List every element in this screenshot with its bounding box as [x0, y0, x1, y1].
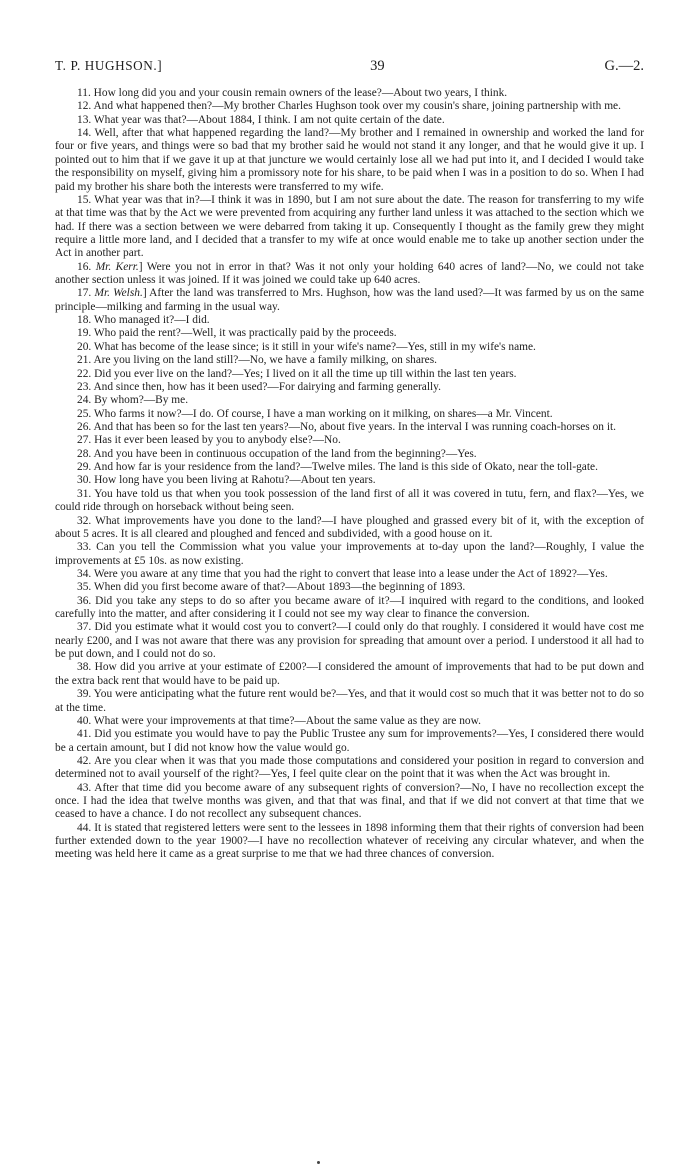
question-answer	[55, 541, 644, 568]
evidence-text	[55, 87, 644, 862]
question-answer	[55, 261, 644, 288]
document-reference: G.—2.	[604, 58, 644, 74]
qa-text: 43. After that time did you become aware of any subsequent rights of conversion?—No, I have no recollection except the once. I had the idea that twelve months was given, and that that was final, and that if we did not convert at that time that we ceased to have a chance. I do not recollect any subsequent chances.	[55, 781, 644, 821]
qa-text: 14. Well, after that what happened regarding the land?—My brother and I remained in ownership and worked the land for four or five years, and things were so bad that my brother said he would not stand it any longer, and that he would give it up. I pointed out to him that if we gave it up at that juncture we would certainly lose all we had put into it, and I decided I would take the responsibility on myself, giving him a promissory note for his share, to be paid when I was in a position to do so. When I had paid my brother his share both the interests were transferred to my wife.	[55, 127, 644, 193]
qa-text: 18. Who managed it?—I did.	[77, 314, 210, 327]
qa-text: 20. What has become of the lease since; is it still in your wife's name?—Yes, still in my wife's name.	[77, 340, 536, 353]
question-answer	[55, 100, 644, 113]
speaker-name: Mr. Welsh.	[94, 287, 143, 300]
qa-text: 28. And you have been in continuous occupation of the land from the beginning?—Yes.	[77, 447, 477, 460]
qa-text: 37. Did you estimate what it would cost you to convert?—I could only do that roughly. I considered it would have cost me nearly £200, and I was not aware that there was any provision for spreading that amount over a period. I understood it all had to be put down, and I could not do so.	[55, 621, 644, 661]
qa-text: 11. How long did you and your cousin remain owners of the lease?—About two years, I think.	[77, 87, 508, 99]
qa-text: 31. You have told us that when you took possession of the land first of all it was covered in tutu, fern, and flax?—Yes, we could ride through on horseback without being seen.	[55, 487, 644, 514]
question-answer	[55, 568, 644, 581]
question-answer	[55, 394, 644, 407]
qa-text: 29. And how far is your residence from the land?—Twelve miles. The land is this side of Okato, near the toll-gate.	[77, 461, 598, 474]
qa-text: 23. And since then, how has it been used?—For dairying and farming generally.	[77, 380, 441, 393]
question-answer	[55, 688, 644, 715]
qa-text: 21. Are you living on the land still?—No, we have a family milking, on shares.	[77, 354, 438, 367]
question-answer	[55, 515, 644, 542]
witness-name: T. P. HUGHSON.]	[55, 58, 163, 73]
question-answer	[55, 381, 644, 394]
question-answer	[55, 287, 644, 314]
question-answer	[55, 341, 644, 354]
question-answer	[55, 822, 644, 862]
qa-text: 30. How long have you been living at Rahotu?—About ten years.	[77, 474, 376, 487]
qa-text: 35. When did you first become aware of that?—About 1893—the beginning of 1893.	[77, 581, 466, 594]
qa-text: 19. Who paid the rent?—Well, it was practically paid by the proceeds.	[77, 327, 397, 340]
qa-text: ] Were you not in error in that? Was it not only your holding 640 acres of land?—No, we could not take another section unless it was joined. If it was joined we could take up 640 acres.	[55, 260, 644, 287]
question-answer	[55, 474, 644, 487]
speaker-name: Mr. Kerr.	[95, 260, 139, 273]
question-answer	[55, 127, 644, 194]
qa-text: 42. Are you clear when it was that you made those computations and considered your position in regard to conversion and determined not to avail yourself of the right?—Yes, I feel quite clear on the point that it was when the Act was brought in.	[55, 754, 644, 781]
question-answer	[55, 314, 644, 327]
qa-text: ] After the land was transferred to Mrs. Hughson, how was the land used?—It was farmed by us on the same principle—milking and farming in the usual way.	[55, 287, 645, 313]
qa-text: 27. Has it ever been leased by you to anybody else?—No.	[77, 434, 341, 447]
printer-mark	[317, 1161, 320, 1164]
question-answer	[55, 114, 644, 127]
question-answer	[55, 354, 644, 367]
qa-text: 26. And that has been so for the last ten years?—No, about five years. In the interval I was running coach-horses on it.	[77, 420, 617, 433]
qa-text: 33. Can you tell the Commission what you value your improvements at to-day upon the land?—Roughly, I value the improvements at £5 10s. as now existing.	[55, 541, 644, 567]
qa-text: 40. What were your improvements at that time?—About the same value as they are now.	[77, 714, 481, 727]
qa-text: 38. How did you arrive at your estimate of £200?—I considered the amount of improvements that had to be put down and the extra back rent that would have to be paid up.	[55, 661, 644, 687]
question-answer	[55, 621, 644, 661]
qa-text: 17.	[77, 287, 95, 300]
qa-text: 39. You were anticipating what the future rent would be?—Yes, and that it would cost so much that it was better not to do so at the time.	[55, 688, 644, 714]
question-answer	[55, 488, 644, 515]
qa-text: 12. And what happened then?—My brother Charles Hughson took over my cousin's share, joining partnership with me.	[77, 100, 621, 113]
qa-text: 15. What year was that in?—I think it was in 1890, but I am not sure about the date. The reason for transferring to my wife at that time was that by the Act we were prevented from acquiring any further land unless it was attached to the section which we had. If there was a section between we were debarred from taking it up. Consequently I thought as the family grew they might require a little more land, and I decided that a transfer to my wife at once would enable me to take up another section under the Act in another part.	[55, 193, 644, 260]
question-answer	[55, 408, 644, 421]
question-answer	[55, 448, 644, 461]
question-answer	[55, 327, 644, 340]
running-header	[55, 58, 644, 74]
question-answer	[55, 194, 644, 261]
qa-text: 13. What year was that?—About 1884, I think. I am not quite certain of the date.	[77, 113, 445, 126]
qa-text: 24. By whom?—By me.	[77, 394, 189, 407]
qa-text: 16.	[77, 260, 96, 273]
qa-text: 44. It is stated that registered letters were sent to the lessees in 1898 informing them that their rights of conversion had been further extended down to the year 1900?—I have no recollection whatever of receiving any circular whatever, and when the meeting was held here it came as a great surprise to me that we had three chances of conversion.	[55, 821, 644, 861]
question-answer	[55, 421, 644, 434]
qa-text: 41. Did you estimate you would have to pay the Public Trustee any sum for improvements?—Yes, I considered there would be a certain amount, but I did not know how the value would go.	[55, 728, 644, 754]
question-answer	[55, 461, 644, 474]
qa-text: 22. Did you ever live on the land?—Yes; I lived on it all the time up till within the last ten years.	[77, 367, 517, 380]
question-answer	[55, 782, 644, 822]
question-answer	[55, 87, 644, 100]
qa-text: 36. Did you take any steps to do so after you became aware of it?—I inquired with regard to the conditions, and looked carefully into the matter, and after considering it I could not see my way clear to finance the conversion.	[55, 594, 644, 621]
question-answer	[55, 368, 644, 381]
qa-text: 32. What improvements have you done to the land?—I have ploughed and grassed every bit of it, with the exception of about 5 acres. It is all cleared and ploughed and fenced and subdivided, with a good house on it.	[55, 514, 644, 540]
question-answer	[55, 581, 644, 594]
qa-text: 34. Were you aware at any time that you had the right to convert that lease into a lease under the Act of 1892?—Yes.	[77, 567, 608, 580]
page-number: 39	[370, 58, 385, 74]
question-answer	[55, 661, 644, 688]
question-answer	[55, 755, 644, 782]
question-answer	[55, 434, 644, 447]
qa-text: 25. Who farms it now?—I do. Of course, I have a man working on it milking, on shares—a Mr. Vincent.	[77, 407, 553, 420]
question-answer	[55, 595, 644, 622]
question-answer	[55, 728, 644, 755]
question-answer	[55, 715, 644, 728]
